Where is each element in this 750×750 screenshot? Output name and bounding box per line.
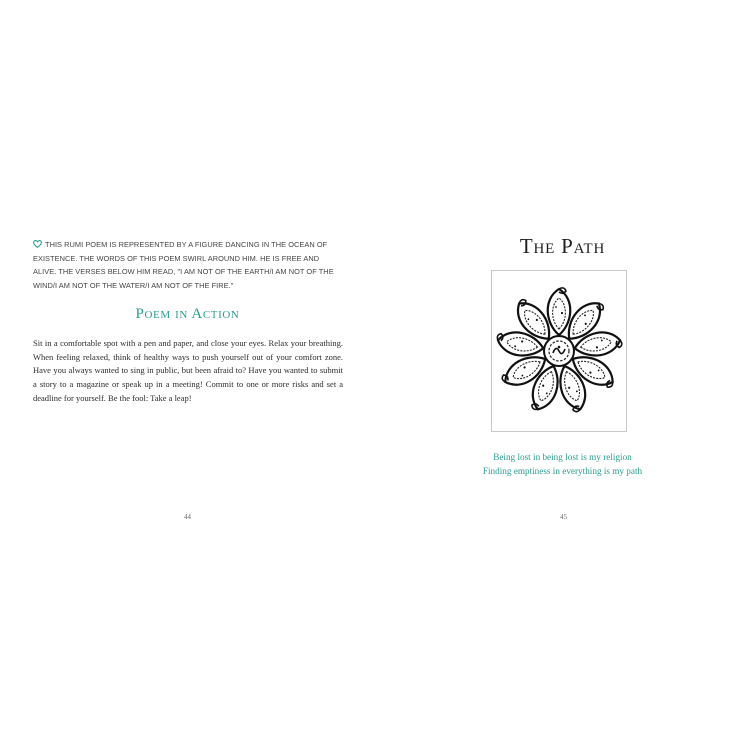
right-page	[375, 0, 750, 750]
verse	[375, 451, 750, 478]
section-heading: Poem in Action	[135, 306, 240, 322]
page-number-left: 44	[184, 513, 191, 521]
body-paragraph: Sit in a comfortable spot with a pen and paper, and close your eyes. Relax your breathing. When feeling relaxed, think of healthy ways to push yourself out of your comfort zone. Have you always wanted to sing in public, but been afraid to? Have you wanted to submit a story to a magazine or speak up in a meeting! Commit to one or more risks and set a deadline for yourself. Be the fool: Take a leap!	[33, 338, 343, 403]
calligraphy-rosette-icon	[493, 281, 625, 421]
heart-icon	[33, 240, 42, 248]
verse-line-2: Finding emptiness in everything is my path	[482, 465, 643, 476]
verse-line-1: Being lost in being lost is my religion	[493, 452, 632, 462]
caption-text: THIS RUMI POEM IS REPRESENTED BY A FIGURE DANCING IN THE OCEAN OF EXISTENCE. THE WORDS OF THIS POEM SWIRL AROUND HIM. HE IS FREE AND ALIVE. THE VERSES BELOW HIM READ, "I AM NOT OF THE EARTH/I AM NOT OF THE WIND/I AM NOT OF THE WATER/I AM NOT OF THE FIRE."	[33, 240, 334, 290]
page-title: The Path	[519, 234, 606, 258]
page-number-right: 45	[560, 513, 567, 521]
artwork-caption	[33, 238, 343, 292]
artwork-frame	[491, 270, 627, 432]
